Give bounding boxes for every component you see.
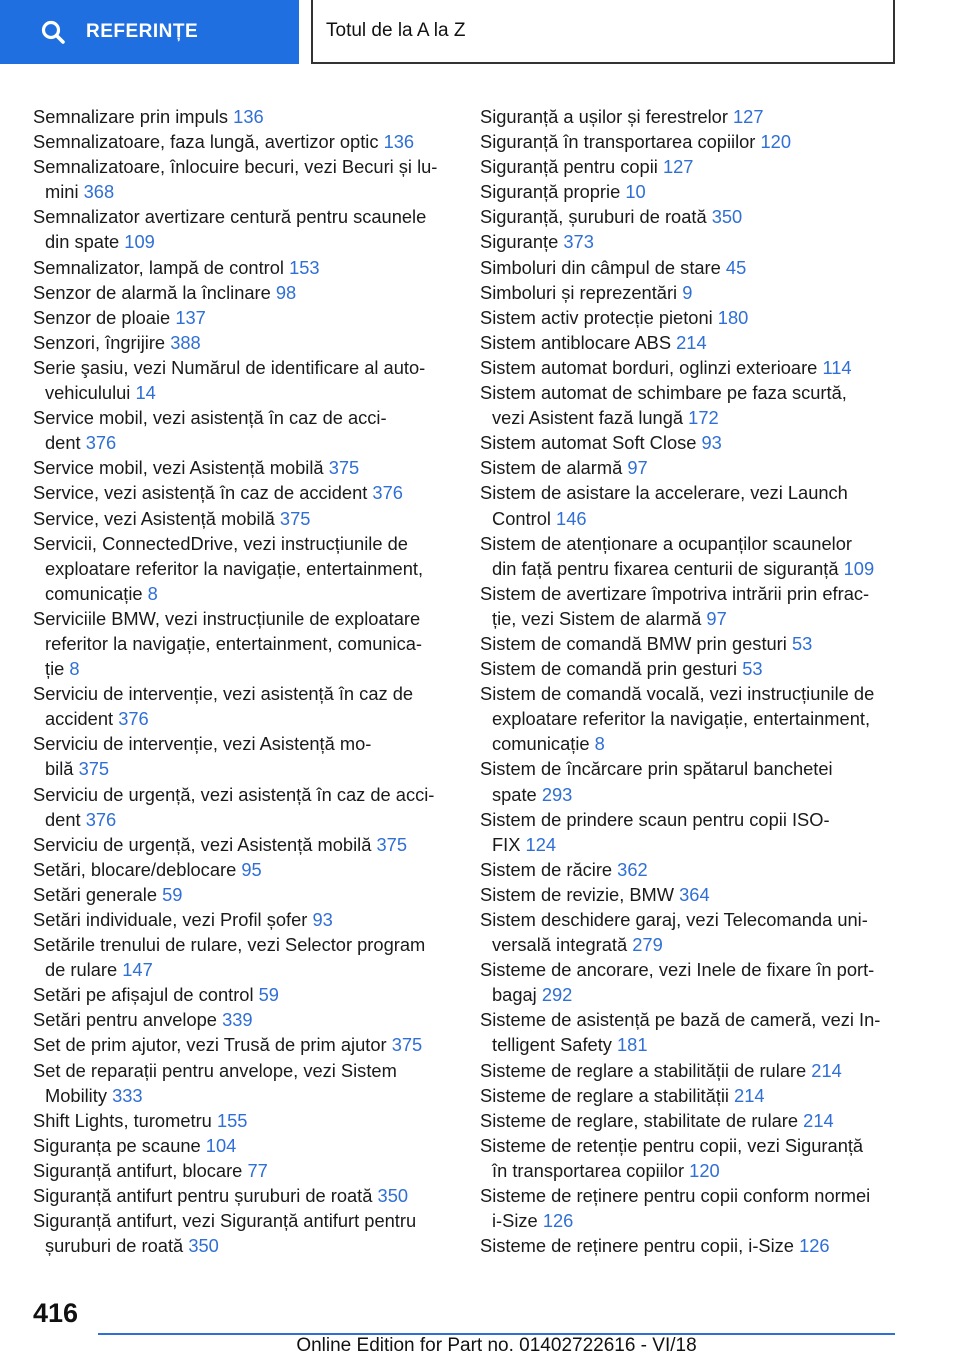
entry-text: Sistem de atenționare a ocupanților scaunelor <box>480 532 852 554</box>
entry-text: accident <box>45 708 114 730</box>
entry-text: Siguranța pe scaune <box>33 1134 201 1156</box>
entry-text: Setări individuale, vezi Profil șofer <box>33 909 308 930</box>
page-link[interactable]: 147 <box>122 959 153 981</box>
entry-text: i-Size <box>492 1210 538 1232</box>
entry-text: în transportarea copiilor <box>492 1159 685 1181</box>
index-entry <box>480 229 910 254</box>
entry-text: Simboluri și reprezentări <box>480 281 678 303</box>
entry-text: vehiculului <box>45 382 131 404</box>
entry-text: Setări pe afișajul de control <box>33 984 254 1006</box>
entry-text: Service, vezi asistență în caz de accident <box>33 482 368 504</box>
index-entry <box>33 204 453 254</box>
entry-text: Sisteme de ancorare, vezi Inele de fixare în port- <box>480 959 875 981</box>
index-entry <box>33 731 453 781</box>
index-entry <box>33 982 453 1007</box>
entry-text: Serviciu de urgență, vezi Asistență mobilă <box>33 833 372 855</box>
index-entry <box>33 129 453 154</box>
entry-text: Setările trenului de rulare, vezi Selector program <box>33 934 426 956</box>
page-link[interactable]: 279 <box>632 934 663 956</box>
page-link[interactable]: 364 <box>679 883 710 905</box>
index-entry <box>480 179 910 204</box>
section-label: REFERINȚE <box>86 21 199 42</box>
index-entry <box>480 455 910 480</box>
page-link[interactable]: 9 <box>682 281 693 303</box>
entry-text: FIX <box>492 833 521 855</box>
entry-text: spate <box>492 783 537 805</box>
page-link[interactable]: 214 <box>803 1109 834 1131</box>
entry-text: Sistem de asistare la accelerare, vezi Launch <box>480 482 848 504</box>
entry-text: Sistem de alarmă <box>480 457 623 479</box>
index-entry <box>33 531 453 606</box>
page-link[interactable]: 120 <box>760 131 791 153</box>
page-link[interactable]: 59 <box>162 883 183 905</box>
page-link[interactable]: 120 <box>689 1159 720 1181</box>
page-link[interactable]: 362 <box>617 858 648 880</box>
entry-text: Setări pentru anvelope <box>33 1009 217 1031</box>
entry-text: Sistem de comandă BMW prin gesturi <box>480 632 787 654</box>
page-link[interactable]: 350 <box>188 1235 219 1257</box>
index-entry <box>480 756 910 806</box>
page-link[interactable]: 136 <box>233 106 264 127</box>
page-link[interactable]: 333 <box>112 1084 143 1106</box>
page-link[interactable]: 93 <box>312 909 333 930</box>
entry-text: Serviciu de urgență, vezi asistență în caz de acci- <box>33 783 435 805</box>
entry-text: Sistem deschidere garaj, vezi Telecomanda uni- <box>480 909 868 930</box>
index-entry <box>33 1058 453 1108</box>
index-entry <box>480 305 910 330</box>
page-link[interactable]: 376 <box>85 808 117 830</box>
index-entry <box>33 1208 453 1258</box>
page-link[interactable]: 8 <box>147 582 158 604</box>
index-entry <box>480 907 910 957</box>
page-link[interactable]: 388 <box>170 331 201 353</box>
page-link[interactable]: 214 <box>676 331 707 353</box>
index-entry <box>480 631 910 656</box>
page-link[interactable]: 350 <box>377 1185 409 1207</box>
entry-text: de rulare <box>45 959 118 981</box>
entry-text: Sisteme de retenție pentru copii, vezi Siguranță <box>480 1134 864 1156</box>
footer-edition: Online Edition for Part no. 01402722616 - VI/18 <box>296 1335 697 1356</box>
index-entry <box>33 782 453 832</box>
entry-text: Sistem automat borduri, oglinzi exterioare <box>480 356 818 378</box>
entry-text: Sistem de încărcare prin spătarul banchetei <box>480 758 833 780</box>
entry-text: exploatare referitor la navigație, entertainment, <box>45 557 424 579</box>
page-link[interactable]: 293 <box>541 783 573 805</box>
index-entry <box>33 355 453 405</box>
page-link[interactable]: 292 <box>541 984 573 1006</box>
page-link[interactable]: 109 <box>124 231 155 253</box>
index-entry <box>480 1007 910 1057</box>
index-entry <box>33 280 453 305</box>
entry-text: Sistem antiblocare ABS <box>480 331 672 353</box>
index-entry <box>480 280 910 305</box>
entry-text: Siguranță antifurt pentru șuruburi de roată <box>33 1185 373 1207</box>
entry-text: Serviciile BMW, vezi instrucțiunile de exploatare <box>33 607 421 629</box>
entry-text: Sisteme de reglare, stabilitate de rulare <box>480 1109 799 1131</box>
index-entry <box>480 1083 910 1108</box>
index-entry <box>33 932 453 982</box>
entry-text: bagaj <box>492 984 537 1006</box>
index-entry <box>480 1133 910 1183</box>
page-link[interactable]: 8 <box>69 658 80 680</box>
entry-text: Set de prim ajutor, vezi Trusă de prim ajutor <box>33 1034 387 1056</box>
entry-text: Semnalizator avertizare centură pentru scaunele <box>33 206 427 228</box>
page-link[interactable]: 126 <box>799 1235 830 1257</box>
entry-text: Serviciu de intervenție, vezi asistență în caz de <box>33 683 414 705</box>
index-entry <box>33 405 453 455</box>
entry-text: Sistem automat de schimbare pe faza scurtă, <box>480 382 847 404</box>
index-entry <box>33 857 453 882</box>
entry-text: Shift Lights, turometru <box>33 1109 212 1131</box>
entry-text: Senzori, îngrijire <box>33 331 166 353</box>
page-link[interactable]: 375 <box>391 1034 423 1056</box>
entry-text: Service mobil, vezi asistență în caz de acci- <box>33 407 387 429</box>
entry-text: versală integrată <box>492 934 628 956</box>
entry-text: Siguranță proprie <box>480 181 621 203</box>
entry-text: ție, vezi Sistem de alarmă <box>492 607 702 629</box>
entry-text: Sisteme de reținere pentru copii conform normei <box>480 1185 871 1207</box>
page-link[interactable]: 137 <box>175 306 206 328</box>
index-entry <box>480 1233 910 1258</box>
page-link[interactable]: 339 <box>222 1009 253 1031</box>
index-entry <box>33 1133 453 1158</box>
index-entry <box>480 129 910 154</box>
index-entry <box>33 907 453 932</box>
page-link[interactable]: 59 <box>258 984 279 1006</box>
page-link[interactable]: 109 <box>843 557 875 579</box>
tab-label: Totul de la A la Z <box>326 20 466 41</box>
entry-text: Simboluri din câmpul de stare <box>480 256 721 278</box>
entry-text: Sisteme de reglare a stabilității de rulare <box>480 1059 807 1081</box>
entry-text: Serviciu de intervenție, vezi Asistență mo- <box>33 733 372 755</box>
index-entry <box>33 455 453 480</box>
entry-text: Siguranță în transportarea copiilor <box>480 131 756 153</box>
entry-text: din spate <box>45 231 120 253</box>
entry-text: Senzor de ploaie <box>33 306 171 328</box>
page-link[interactable]: 77 <box>247 1159 268 1181</box>
entry-text: Control <box>492 507 551 529</box>
page-link[interactable]: 93 <box>701 432 722 454</box>
page-link[interactable]: 98 <box>275 281 297 303</box>
index-entry <box>480 380 910 430</box>
entry-text: ție <box>45 658 65 680</box>
entry-text: Sistem de avertizare împotriva intrării prin efrac- <box>480 582 870 604</box>
index-entry <box>33 255 453 280</box>
entry-text: Serie şasiu, vezi Numărul de identificare al auto- <box>33 356 426 378</box>
entry-text: Siguranță, șuruburi de roată <box>480 206 707 228</box>
entry-text: Semnalizatoare, faza lungă, avertizor optic <box>33 131 379 153</box>
index-entry <box>33 681 453 731</box>
index-entry <box>480 656 910 681</box>
search-icon <box>40 19 66 45</box>
page-link[interactable]: 8 <box>594 733 605 755</box>
entry-text: Sisteme de reglare a stabilității <box>480 1084 729 1106</box>
entry-text: Mobility <box>45 1084 107 1106</box>
index-entry <box>480 154 910 179</box>
index-entry <box>480 430 910 455</box>
referinte-tab[interactable] <box>0 0 299 64</box>
entry-text: Setări, blocare/deblocare <box>33 858 237 880</box>
page-link[interactable]: 153 <box>289 256 320 278</box>
page-link[interactable]: 14 <box>135 382 156 404</box>
entry-text: Siguranțe <box>480 231 559 253</box>
entry-text: exploatare referitor la navigație, entertainment, <box>492 708 871 730</box>
page-link[interactable]: 127 <box>733 106 764 127</box>
index-entry <box>480 255 910 280</box>
entry-text: telligent Safety <box>492 1034 612 1056</box>
index-entry <box>33 330 453 355</box>
page-link[interactable]: 104 <box>205 1134 237 1156</box>
index-entry <box>33 1032 453 1057</box>
index-entry <box>480 480 910 530</box>
page-link[interactable]: 114 <box>822 356 852 378</box>
page-number: 416 <box>33 1298 79 1328</box>
page-link[interactable]: 136 <box>383 131 415 153</box>
page-link[interactable]: 126 <box>542 1210 574 1232</box>
entry-text: Semnalizatoare, înlocuire becuri, vezi Becuri și lu- <box>33 156 438 178</box>
page-link[interactable]: 375 <box>376 833 407 855</box>
entry-text: referitor la navigație, entertainment, comunica- <box>45 632 422 654</box>
index-entry <box>480 581 910 631</box>
page-link[interactable]: 375 <box>279 507 311 529</box>
entry-text: Sistem de prindere scaun pentru copii ISO- <box>480 808 830 830</box>
entry-text: comunicație <box>492 733 590 755</box>
entry-text: Setări generale <box>33 883 157 905</box>
page-link[interactable]: 127 <box>662 156 694 178</box>
index-entry <box>33 104 453 129</box>
a-to-z-tab[interactable] <box>311 0 895 64</box>
page-link[interactable]: 146 <box>556 507 587 529</box>
page-link[interactable]: 214 <box>811 1059 842 1081</box>
index-column-right <box>480 104 910 1258</box>
index-entry <box>480 807 910 857</box>
page-link[interactable]: 214 <box>734 1084 765 1106</box>
index-entry <box>480 882 910 907</box>
entry-text: Servicii, ConnectedDrive, vezi instrucțiunile de <box>33 532 408 554</box>
index-entry <box>480 1058 910 1083</box>
entry-text: Semnalizare prin impuls <box>33 106 229 127</box>
index-entry <box>33 606 453 681</box>
entry-text: bilă <box>45 758 74 780</box>
page-link[interactable]: 172 <box>688 407 719 429</box>
index-entry <box>33 305 453 330</box>
page-link[interactable]: 95 <box>241 858 262 880</box>
entry-text: Semnalizator, lampă de control <box>33 256 284 278</box>
entry-text: Sistem de comandă vocală, vezi instrucțiunile de <box>480 683 875 705</box>
index-entry <box>480 204 910 229</box>
entry-text: vezi Asistent fază lungă <box>492 407 684 429</box>
index-entry <box>480 1183 910 1233</box>
page-link[interactable]: 10 <box>625 181 646 203</box>
page-link[interactable]: 368 <box>83 181 115 203</box>
index-entry <box>33 154 453 204</box>
entry-text: Sistem de răcire <box>480 858 613 880</box>
entry-text: dent <box>45 808 81 830</box>
page-link[interactable]: 53 <box>742 658 763 680</box>
page-link[interactable]: 155 <box>216 1109 248 1131</box>
entry-text: comunicație <box>45 582 143 604</box>
entry-text: Sisteme de reținere pentru copii, i-Size <box>480 1235 794 1257</box>
index-entry <box>480 681 910 756</box>
entry-text: Siguranță antifurt, vezi Siguranță antifurt pentru <box>33 1210 417 1232</box>
index-entry <box>33 506 453 531</box>
page-link[interactable]: 373 <box>563 231 594 253</box>
page-link[interactable]: 45 <box>725 256 747 278</box>
entry-text: Service mobil, vezi Asistență mobilă <box>33 457 324 479</box>
entry-text: Service, vezi Asistență mobilă <box>33 507 275 529</box>
index-entry <box>33 1183 453 1208</box>
page-link[interactable]: 375 <box>328 457 360 479</box>
index-entry <box>33 882 453 907</box>
index-entry <box>480 857 910 882</box>
page-link[interactable]: 376 <box>372 482 403 504</box>
entry-text: Sistem activ protecție pietoni <box>480 306 713 328</box>
index-entry <box>33 1108 453 1133</box>
index-entry <box>480 330 910 355</box>
page-link[interactable]: 376 <box>118 708 149 730</box>
page-link[interactable]: 97 <box>706 607 727 629</box>
index-column-left <box>33 104 453 1258</box>
index-entry <box>480 355 910 380</box>
index-entry <box>480 531 910 581</box>
entry-text: Siguranță pentru copii <box>480 156 658 178</box>
entry-text: din față pentru fixarea centurii de siguranță <box>492 557 839 579</box>
page-link[interactable]: 180 <box>717 306 749 328</box>
entry-text: Senzor de alarmă la înclinare <box>33 281 271 303</box>
entry-text: Sistem de comandă prin gesturi <box>480 658 738 680</box>
index-entry <box>33 1007 453 1032</box>
entry-text: Sistem automat Soft Close <box>480 432 697 454</box>
page-link[interactable]: 97 <box>627 457 648 479</box>
page-link[interactable]: 53 <box>791 632 813 654</box>
page-link[interactable]: 376 <box>85 432 117 454</box>
entry-text: mini <box>45 181 79 203</box>
index-entry <box>480 957 910 1007</box>
page-link[interactable]: 124 <box>525 833 557 855</box>
page-link[interactable]: 181 <box>617 1034 648 1056</box>
entry-text: Siguranță a ușilor și ferestrelor <box>480 106 728 127</box>
index-entry <box>33 832 453 857</box>
index-entry <box>480 104 910 129</box>
page-link[interactable]: 350 <box>711 206 743 228</box>
entry-text: Sisteme de asistență pe bază de cameră, vezi In- <box>480 1009 881 1031</box>
page-link[interactable]: 375 <box>78 758 110 780</box>
entry-text: Set de reparații pentru anvelope, vezi Sistem <box>33 1059 397 1081</box>
index-entry <box>33 480 453 505</box>
index-entry <box>33 1158 453 1183</box>
entry-text: Siguranță antifurt, blocare <box>33 1159 243 1181</box>
index-entry <box>480 1108 910 1133</box>
page-header <box>0 0 960 66</box>
entry-text: Sistem de revizie, BMW <box>480 883 675 905</box>
entry-text: dent <box>45 432 81 454</box>
entry-text: șuruburi de roată <box>45 1235 184 1257</box>
